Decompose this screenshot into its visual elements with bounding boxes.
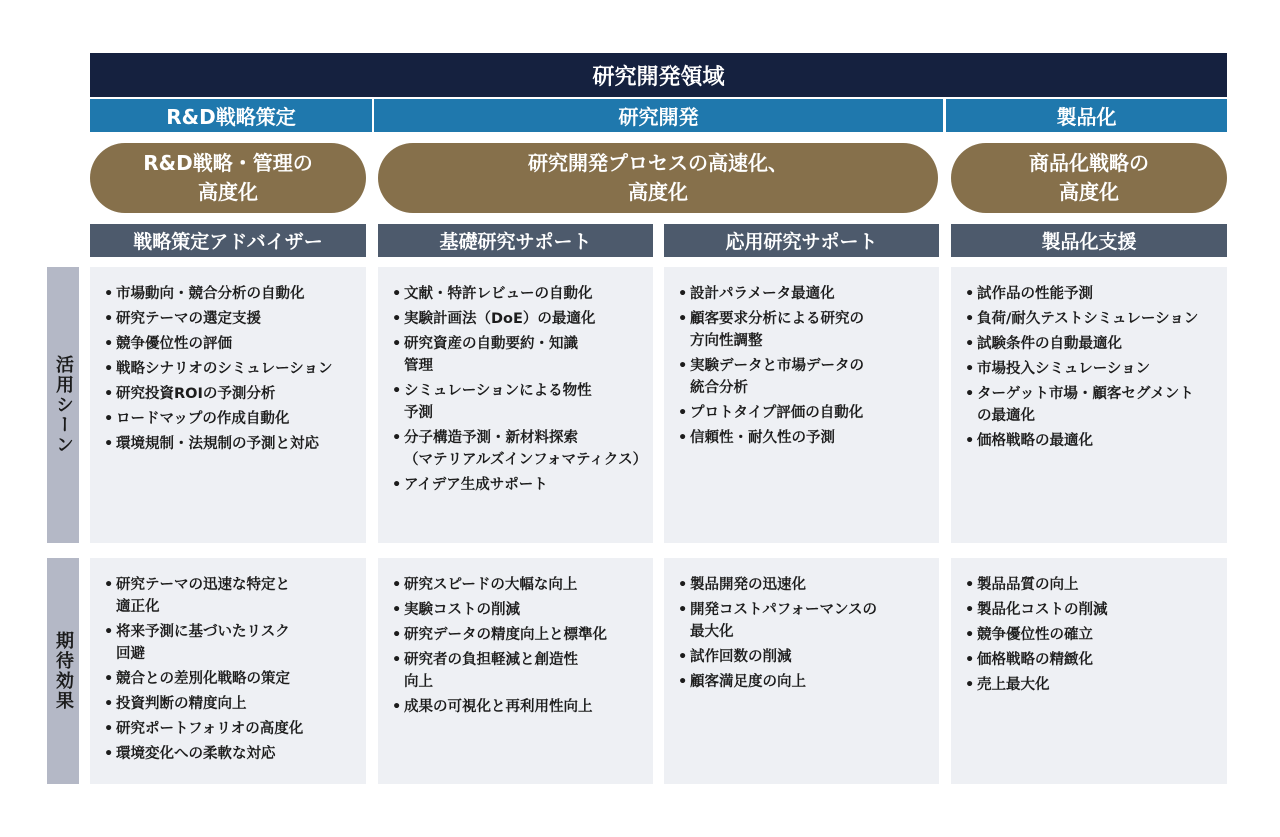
domain-banner: 研究開発領域 [90, 53, 1227, 97]
list-item: • 研究スピードの大幅な向上 [392, 574, 645, 596]
list-item: • 価格戦略の精緻化 [965, 649, 1219, 671]
list-item: • 価格戦略の最適化 [965, 430, 1219, 452]
list-item: • 競合との差別化戦略の策定 [104, 668, 358, 690]
list-item: • 環境規制・法規制の予測と対応 [104, 433, 358, 455]
subcategory-strategy-advisor: 戦略策定アドバイザー [90, 224, 366, 257]
list-item: • プロトタイプ評価の自動化 [678, 402, 931, 424]
row-label-use-cases [47, 267, 79, 543]
list-item: • 顧客要求分析による研究の 方向性調整 [678, 308, 931, 352]
list-item: • 研究テーマの選定支援 [104, 308, 358, 330]
list-item: • 分子構造予測・新材料探索 （マテリアルズインフォマティクス） [392, 427, 645, 471]
list-item: • ターゲット市場・顧客セグメント の最適化 [965, 383, 1219, 427]
subcategory-productization-support: 製品化支援 [951, 224, 1227, 257]
list-item: • 実験コストの削減 [392, 599, 645, 621]
list-item: • 信頼性・耐久性の予測 [678, 427, 931, 449]
list-item: • 競争優位性の確立 [965, 624, 1219, 646]
list-item: • 投資判断の精度向上 [104, 693, 358, 715]
list-item: • 製品開発の迅速化 [678, 574, 931, 596]
row-label-text: 期待効果 [53, 631, 74, 711]
subcategory-applied-research: 応用研究サポート [664, 224, 939, 257]
use-case-cell-productization [951, 267, 1227, 543]
use-case-cell-strategy [90, 267, 366, 543]
list-item: • 成果の可視化と再利用性向上 [392, 696, 645, 718]
goal-pill-productization [951, 143, 1227, 213]
goal-pill-rd-strategy [90, 143, 366, 213]
effect-cell-basic-research [378, 558, 653, 784]
list-item: • 実験データと市場データの 統合分析 [678, 355, 931, 399]
list-item: • 戦略シナリオのシミュレーション [104, 358, 358, 380]
row-label-text: 活用シーン [53, 355, 74, 455]
list-item: • 製品品質の向上 [965, 574, 1219, 596]
list-item: • 研究資産の自動要約・知識 管理 [392, 333, 645, 377]
list-item: • シミュレーションによる物性 予測 [392, 380, 645, 424]
effect-cell-productization [951, 558, 1227, 784]
list-item: • 開発コストパフォーマンスの 最大化 [678, 599, 931, 643]
list-item: • 負荷/耐久テストシミュレーション [965, 308, 1219, 330]
area-header-research: 研究開発 [374, 99, 943, 132]
effect-cell-applied-research [664, 558, 939, 784]
list-item: • アイデア生成サポート [392, 474, 645, 496]
list-item: • 市場投入シミュレーション [965, 358, 1219, 380]
list-item: • 文献・特許レビューの自動化 [392, 283, 645, 305]
row-label-expected-effects [47, 558, 79, 784]
goal-pill-label: R&D戦略・管理の 高度化 [143, 151, 313, 204]
list-item: • ロードマップの作成自動化 [104, 408, 358, 430]
area-header-rd-strategy: R&D戦略策定 [90, 99, 372, 132]
list-item: • 試作回数の削減 [678, 646, 931, 668]
use-case-cell-basic-research [378, 267, 653, 543]
list-item: • 試験条件の自動最適化 [965, 333, 1219, 355]
goal-pill-label: 研究開発プロセスの高速化、 高度化 [528, 151, 788, 204]
list-item: • 製品化コストの削減 [965, 599, 1219, 621]
list-item: • 競争優位性の評価 [104, 333, 358, 355]
list-item: • 研究ポートフォリオの高度化 [104, 718, 358, 740]
area-header-productization: 製品化 [946, 99, 1227, 132]
list-item: • 研究テーマの迅速な特定と 適正化 [104, 574, 358, 618]
goal-pill-label: 商品化戦略の 高度化 [1029, 151, 1149, 204]
list-item: • 将来予測に基づいたリスク 回避 [104, 621, 358, 665]
list-item: • 市場動向・競合分析の自動化 [104, 283, 358, 305]
use-case-cell-applied-research [664, 267, 939, 543]
subcategory-basic-research: 基礎研究サポート [378, 224, 653, 257]
list-item: • 研究者の負担軽減と創造性 向上 [392, 649, 645, 693]
effect-cell-strategy [90, 558, 366, 784]
list-item: • 環境変化への柔軟な対応 [104, 743, 358, 765]
list-item: • 売上最大化 [965, 674, 1219, 696]
list-item: • 設計パラメータ最適化 [678, 283, 931, 305]
list-item: • 顧客満足度の向上 [678, 671, 931, 693]
goal-pill-research [378, 143, 938, 213]
list-item: • 研究投資ROIの予測分析 [104, 383, 358, 405]
list-item: • 研究データの精度向上と標準化 [392, 624, 645, 646]
list-item: • 試作品の性能予測 [965, 283, 1219, 305]
list-item: • 実験計画法（DoE）の最適化 [392, 308, 645, 330]
